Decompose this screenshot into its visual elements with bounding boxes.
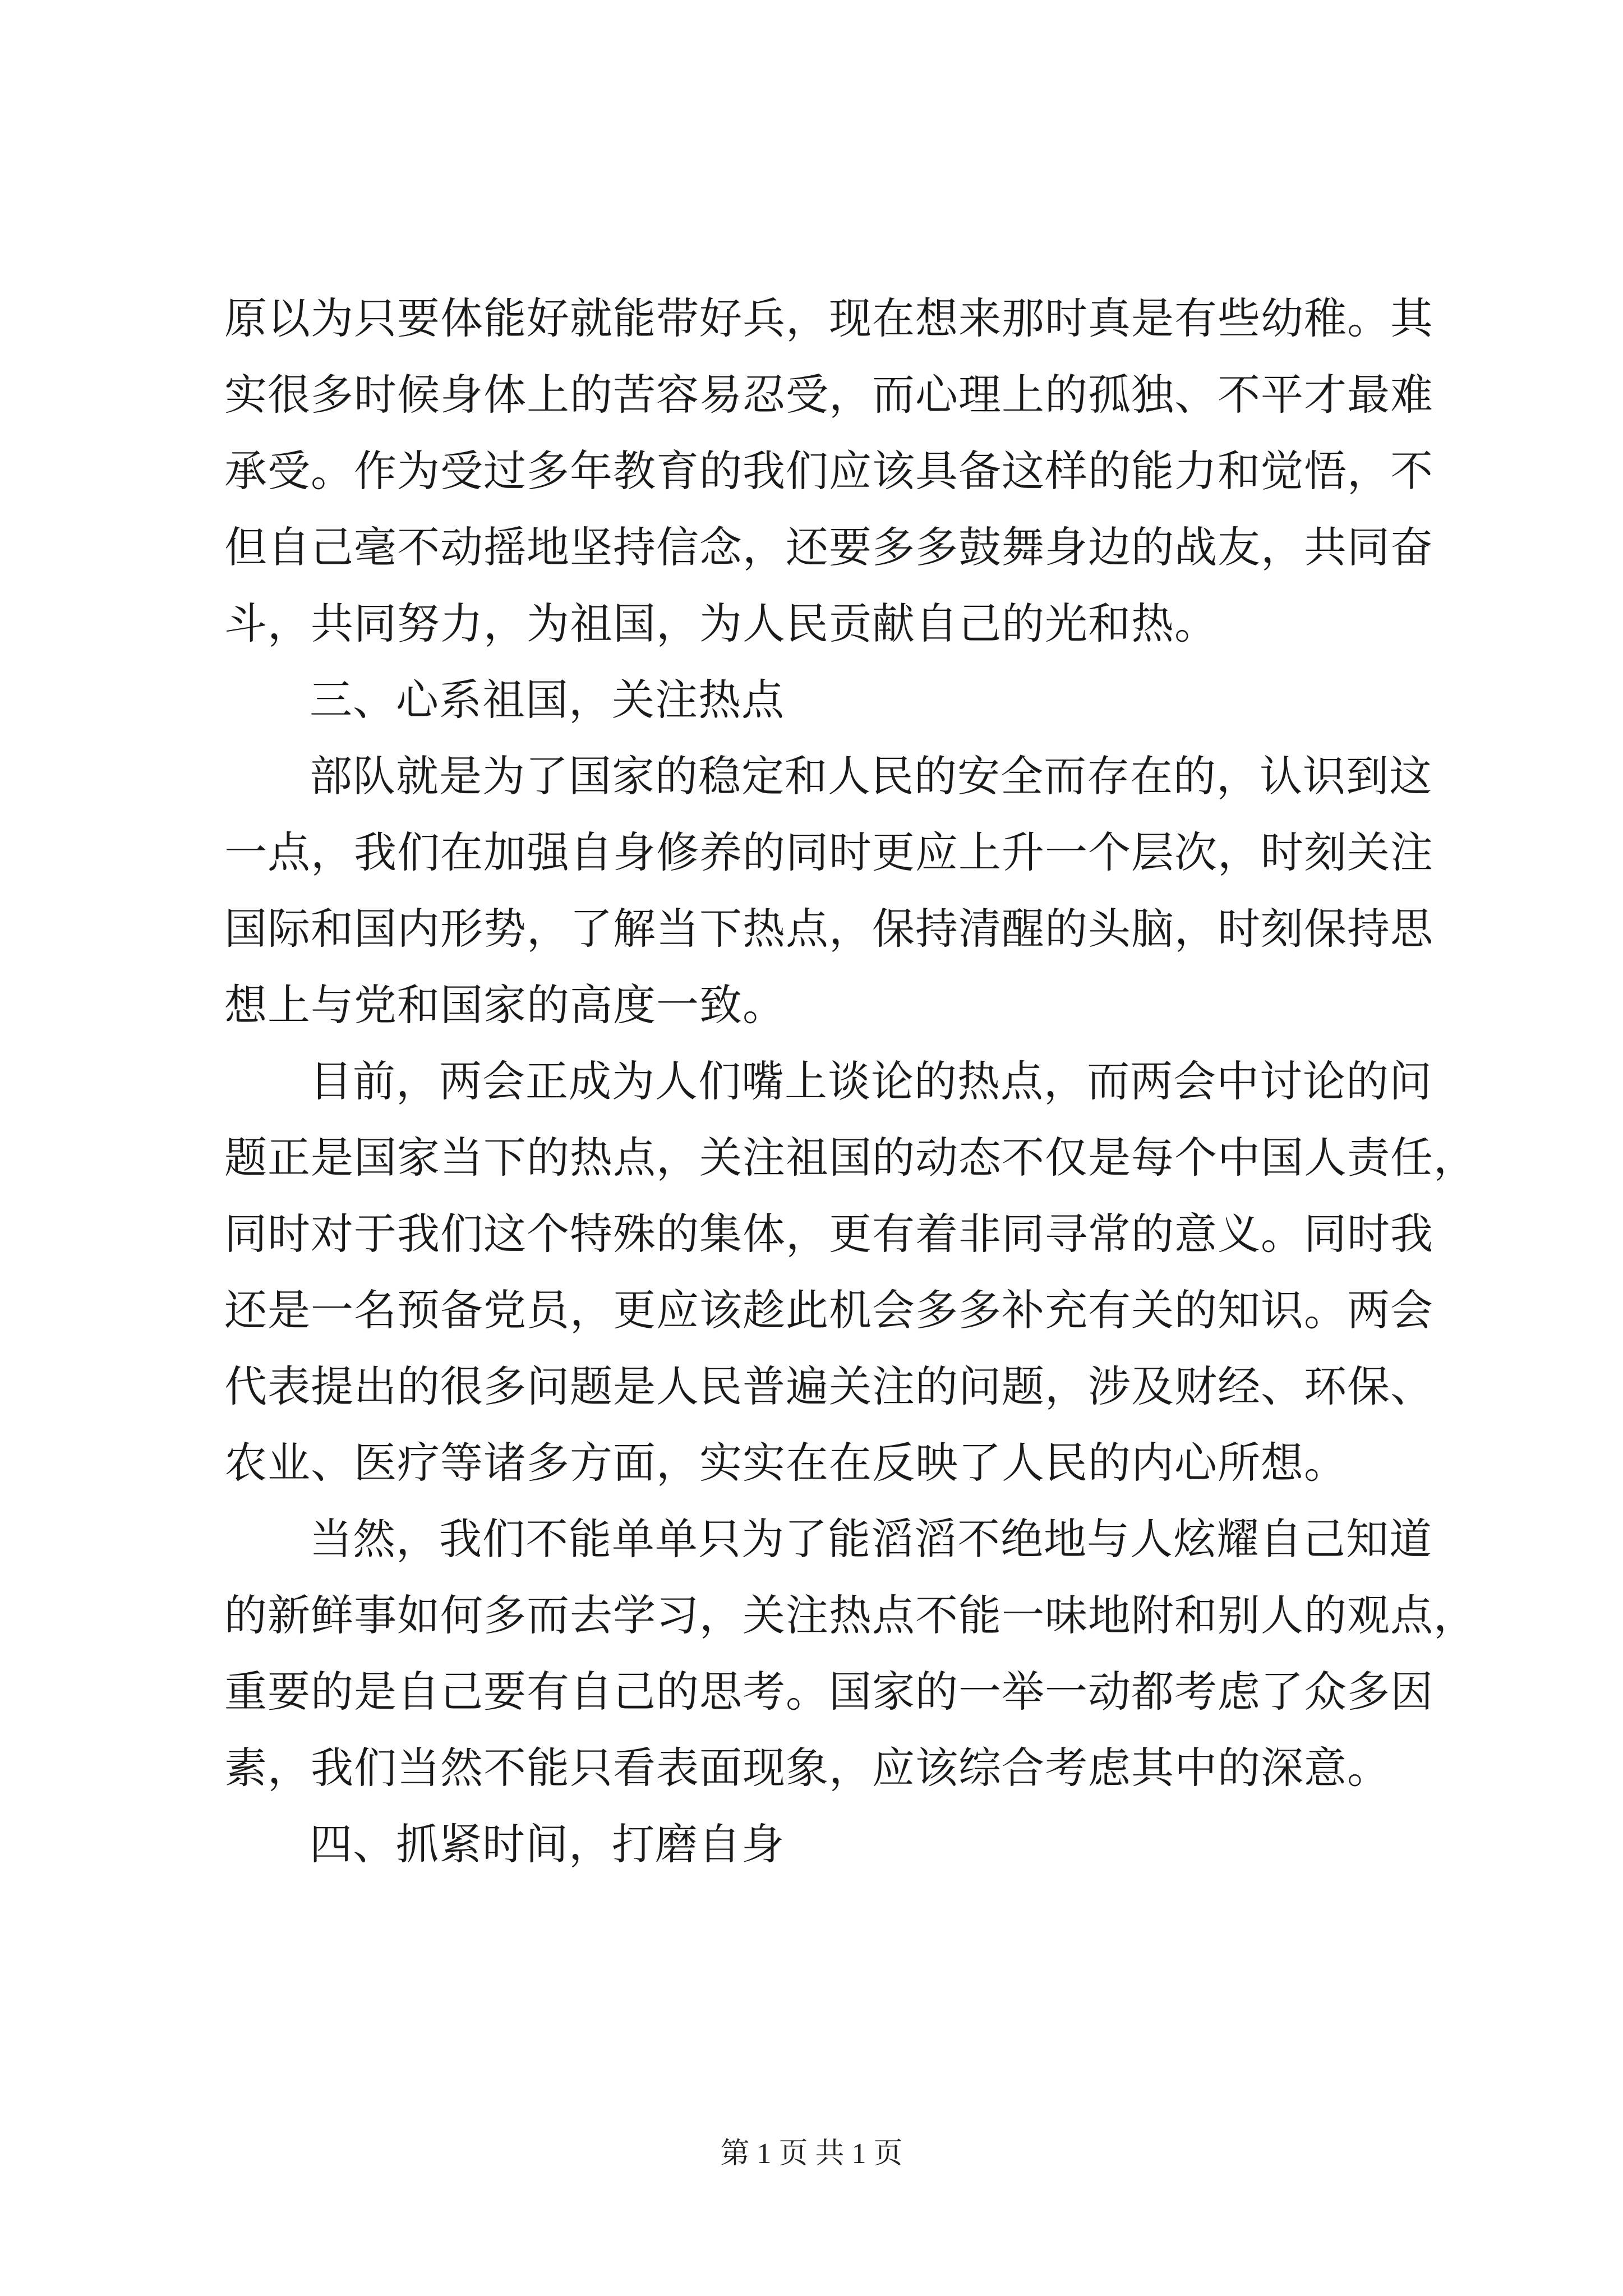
text-line: 的新鲜事如何多而去学习，关注热点不能一味地附和别人的观点，	[224, 1590, 1477, 1640]
text-line: 当然，我们不能单单只为了能滔滔不绝地与人炫耀自己知道	[310, 1514, 1432, 1564]
text-line: 部队就是为了国家的稳定和人民的安全而存在的，认识到这	[310, 751, 1432, 801]
text-line: 农业、医疗等诸多方面，实实在在反映了人民的内心所想。	[224, 1438, 1347, 1488]
text-line: 一点，我们在加强自身修养的同时更应上升一个层次，时刻关注	[224, 827, 1433, 877]
text-line: 原以为只要体能好就能带好兵，现在想来那时真是有些幼稚。其	[224, 293, 1433, 343]
text-line: 想上与党和国家的高度一致。	[224, 980, 786, 1030]
text-line: 素，我们当然不能只看表面现象，应该综合考虑其中的深意。	[224, 1743, 1390, 1793]
text-line: 实很多时候身体上的苦容易忍受，而心理上的孤独、不平才最难	[224, 370, 1433, 420]
text-line: 四、抓紧时间，打磨自身	[310, 1819, 785, 1869]
text-line: 但自己毫不动摇地坚持信念，还要多多鼓舞身边的战友，共同奋	[224, 522, 1433, 572]
text-line: 三、心系祖国，关注热点	[310, 675, 785, 725]
text-line: 代表提出的很多问题是人民普遍关注的问题，涉及财经、环保、	[224, 1361, 1433, 1411]
text-line: 目前，两会正成为人们嘴上谈论的热点，而两会中讨论的问	[310, 1056, 1432, 1106]
text-line: 还是一名预备党员，更应该趁此机会多多补充有关的知识。两会	[224, 1285, 1433, 1335]
text-line: 题正是国家当下的热点，关注祖国的动态不仅是每个中国人责任，	[224, 1133, 1477, 1182]
document-body	[224, 280, 1477, 1883]
text-line: 同时对于我们这个特殊的集体，更有着非同寻常的意义。同时我	[224, 1209, 1433, 1259]
page-footer: 第 1 页 共 1 页	[720, 2138, 903, 2170]
text-line: 重要的是自己要有自己的思考。国家的一举一动都考虑了众多因	[224, 1667, 1433, 1717]
text-line: 承受。作为受过多年教育的我们应该具备这样的能力和觉悟，不	[224, 446, 1433, 496]
text-line: 斗，共同努力，为祖国，为人民贡献自己的光和热。	[224, 599, 1218, 648]
text-line: 国际和国内形势，了解当下热点，保持清醒的头脑，时刻保持思	[224, 904, 1433, 954]
